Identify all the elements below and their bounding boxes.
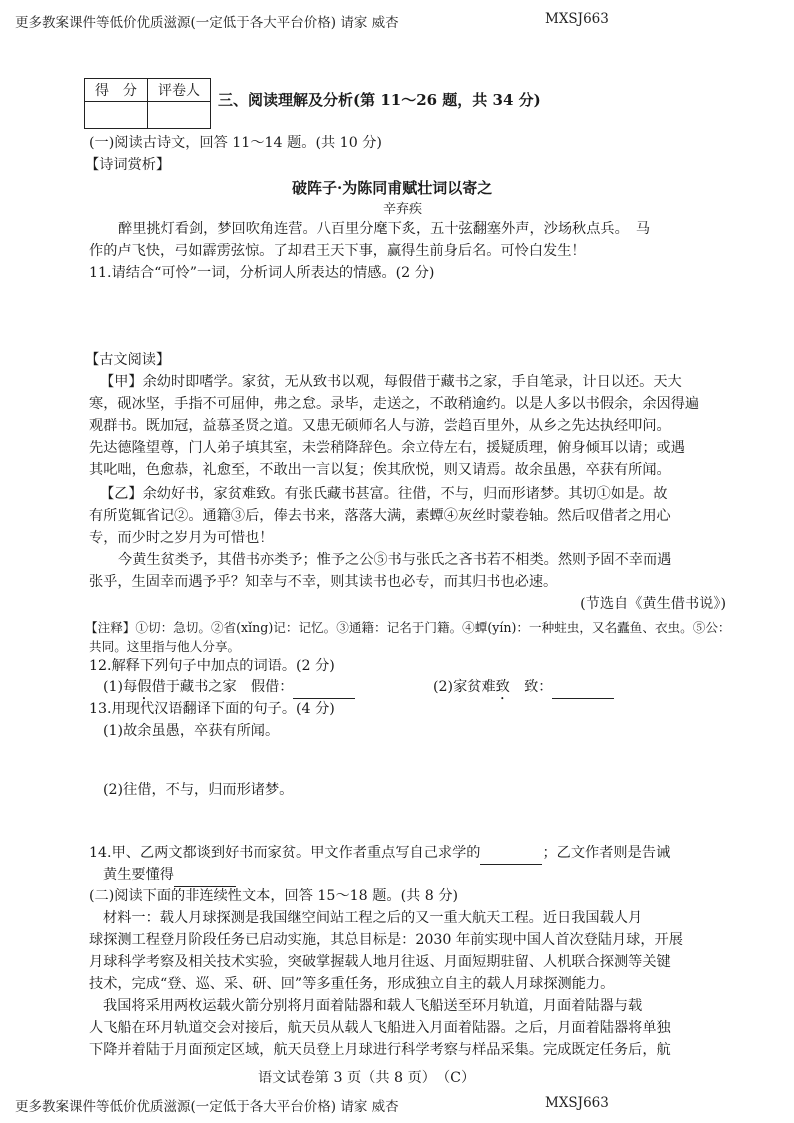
answer-blank-14-2[interactable] xyxy=(174,865,236,887)
poem-label: 【诗词赏析】 xyxy=(85,157,171,173)
grader-label: 评卷人 xyxy=(148,79,211,102)
answer-space-13-1[interactable] xyxy=(103,745,703,775)
header-ad-text: 更多教案课件等低价优质滋源(一定低于各大平台价格) 请家 威杏 xyxy=(15,15,399,31)
jia-line-3: 观群书。既加冠，益慕圣贤之道。又患无硕师名人与游，尝趋百里外，从乡之先达执经叩问。 xyxy=(89,418,671,434)
material1-line-3: 月球科学考察及相关技术实验，突破掌握载人地月往返、月面短期驻留、人机联合探测等关键 xyxy=(89,954,671,970)
question-13-1: (1)故余虽愚，卒获有所闻。 xyxy=(103,723,280,739)
part1-heading: (一)阅读古诗文，回答 11～14 题。(共 10 分) xyxy=(89,135,382,151)
footer-ad-text: 更多教案课件等低价优质滋源(一定低于各大平台价格) 请家 威杏 xyxy=(15,1099,399,1115)
answer-blank-12-2[interactable] xyxy=(552,677,614,699)
score-box xyxy=(84,78,211,129)
score-label: 得 分 xyxy=(85,79,148,102)
material2-line-1: 我国将采用两枚运载火箭分别将月面着陆器和载人飞船送至环月轨道，月面着陆器与载 xyxy=(103,998,643,1014)
question-13-2: (2)往借，不与，归而形诸梦。 xyxy=(103,782,294,798)
question-11: 11.请结合“可怜”一词，分析词人所表达的情感。(2 分) xyxy=(89,265,435,281)
classical-label: 【古文阅读】 xyxy=(85,352,171,368)
answer-blank-14-1[interactable] xyxy=(480,843,542,865)
yi-line-3: 专，而少时之岁月为可惜也！ xyxy=(89,530,274,546)
question-12-2: (2)家贫难致 致： xyxy=(433,677,614,703)
material2-line-2: 人飞船在环月轨道交会对接后，航天员从载人飞船进入月面着陆器。之后，月面着陆器将单独 xyxy=(89,1020,671,1036)
answer-space-11[interactable] xyxy=(89,288,709,343)
annotation-line-1: 【注释】①切：急切。②省(xǐng)记：记忆。③通籍：记名于门籍。④蟫(yín)：一种蛀虫，又名蠹鱼、衣虫。⑤公： xyxy=(85,620,731,635)
answer-blank-12-1[interactable] xyxy=(293,677,355,699)
material2-line-3: 下降并着陆于月面预定区域，航天员登上月球进行科学考察与样品采集。完成既定任务后，航 xyxy=(89,1042,671,1058)
question-13: 13.用现代汉语翻译下面的句子。(4 分) xyxy=(89,701,335,717)
material1-line-2: 球探测工程登月阶段任务已启动实施，其总目标是：2030 年前实现中国人首次登陆月球，开展 xyxy=(89,932,683,948)
jia-line-1: 【甲】余幼时即嗜学。家贫，无从致书以观，每假借于藏书之家，手自笔录，计日以还。天大 xyxy=(100,374,682,390)
part2-heading: (二)阅读下面的非连续性文本，回答 15～18 题。(共 8 分) xyxy=(89,888,459,904)
poem-line-1: 醉里挑灯看剑，梦回吹角连营。八百里分麾下炙，五十弦翻塞外声，沙场秋点兵。 马 xyxy=(118,221,651,237)
material1-line-4: 技术，完成“登、巡、采、研、回”等多重任务，形成独立自主的载人月球探测能力。 xyxy=(89,976,615,992)
question-14-line-2: 黄生要懂得 xyxy=(103,865,236,887)
poem-line-2: 作的卢飞快，弓如霹雳弦惊。了却君王天下事，赢得生前身后名。可怜白发生！ xyxy=(89,243,586,259)
annotation-line-2: 共同。这里指与他人分享。 xyxy=(89,639,241,654)
yi-line-5: 张乎，生固幸而遇予乎？知幸与不幸，则其读书也必专，而其归书也必速。 xyxy=(89,574,558,590)
dotted-word-zhi: 致 xyxy=(495,679,510,695)
question-12: 12.解释下列句子中加点的词语。(2 分) xyxy=(89,658,335,674)
jia-line-4: 先达德隆望尊，门人弟子填其室，未尝稍降辞色。余立侍左右，援疑质理，俯身倾耳以请；或遇 xyxy=(89,440,685,456)
yi-line-1: 【乙】余幼好书，家贫难致。有张氏藏书甚富。往借，不与，归而形诸梦。其切①如是。故 xyxy=(100,486,668,502)
answer-space-13-2[interactable] xyxy=(103,804,703,834)
poem-author: 辛弃疾 xyxy=(383,202,423,217)
score-cell xyxy=(85,102,148,129)
material1-line-1: 材料一：载人月球探测是我国继空间站工程之后的又一重大航天工程。近日我国载人月 xyxy=(103,910,643,926)
page-footer: 语文试卷第 3 页（共 8 页） （C） xyxy=(258,1070,476,1086)
jia-line-2: 寒，砚冰坚，手指不可屈伸，弗之怠。录毕，走送之，不敢稍逾约。以是人多以书假余，余因得遍 xyxy=(89,396,700,412)
question-14-line-1: 14.甲、乙两文都谈到好书而家贫。甲文作者重点写自己求学的 ；乙文作者则是告诫 xyxy=(89,843,670,865)
dotted-word-jia: 假 xyxy=(137,679,152,695)
jia-line-5: 其叱咄，色愈恭，礼愈至，不敢出一言以复；俟其欣悦，则又请焉。故余虽愚，卒获有所闻。 xyxy=(89,462,671,478)
question-12-1: (1)每假借于藏书之家 假借： xyxy=(103,677,355,703)
source-note: (节选自《黄生借书说》) xyxy=(580,596,726,612)
yi-line-4: 今黄生贫类予，其借书亦类予；惟予之公⑤书与张氏之吝书若不相类。然则予固不幸而遇 xyxy=(118,552,672,568)
footer-code: MXSJ663 xyxy=(545,1095,609,1111)
header-code: MXSJ663 xyxy=(545,11,609,27)
yi-line-2: 有所览辄省记②。通籍③后，俸去书来，落落大满，素蟫④灰丝时蒙卷轴。然后叹借者之用心 xyxy=(89,508,671,524)
section-title: 三、阅读理解及分析(第 11～26 题，共 34 分) xyxy=(218,91,541,109)
grader-cell xyxy=(148,102,211,129)
poem-title: 破阵子·为陈同甫赋壮词以寄之 xyxy=(292,179,493,197)
